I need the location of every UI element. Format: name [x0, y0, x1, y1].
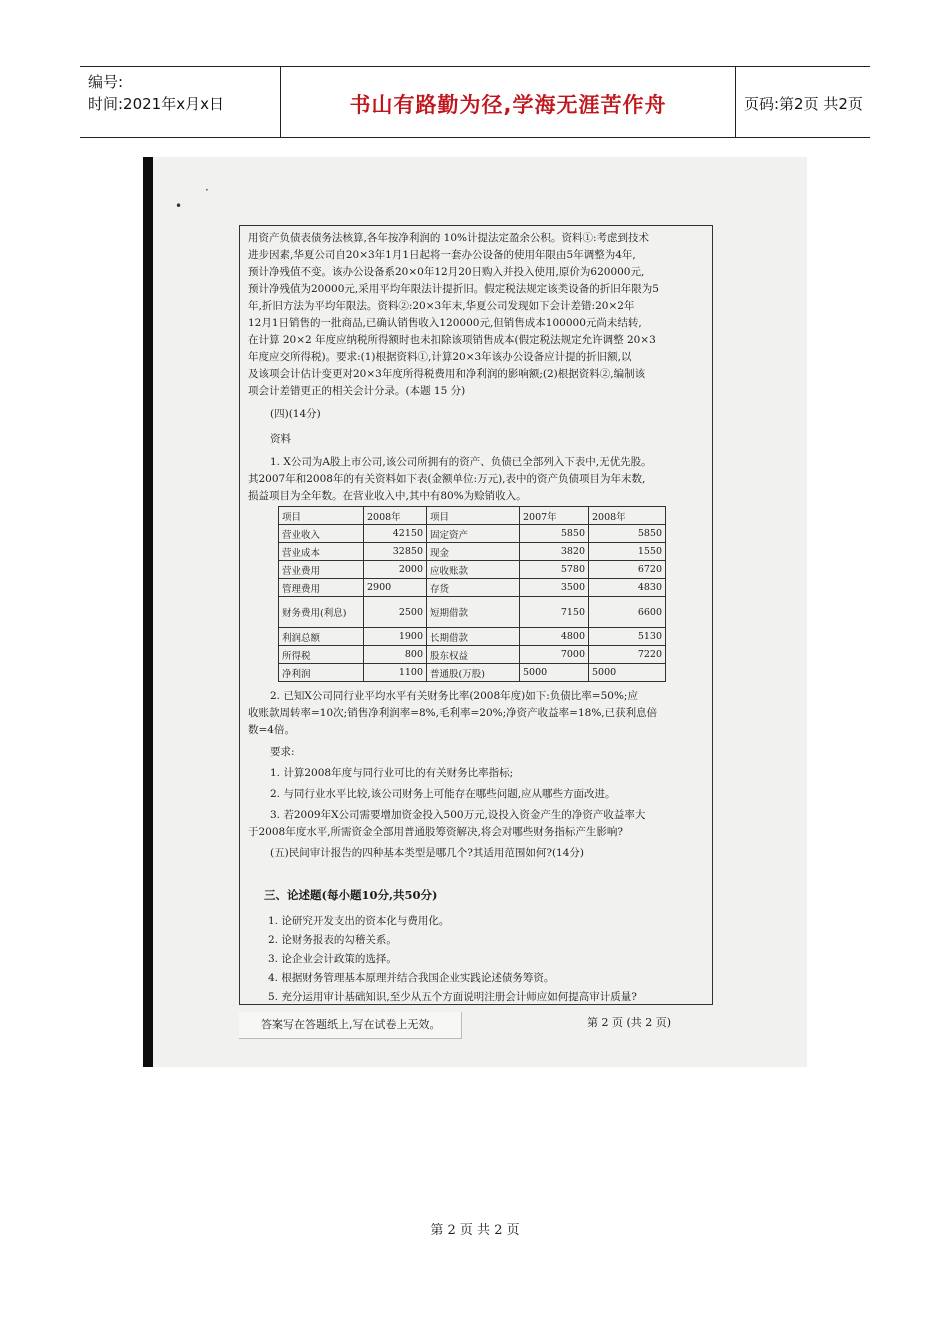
- table-cell: 长期借款: [427, 628, 520, 646]
- page-footer: 第 2 页 共 2 页: [430, 1223, 520, 1238]
- table-cell: 短期借款: [427, 597, 520, 628]
- table-cell: 利润总额: [279, 628, 364, 646]
- table-cell: 财务费用(利息): [279, 597, 364, 628]
- essay-item: 1. 论研究开发支出的资本化与费用化。: [268, 915, 450, 927]
- table-header-cell: 2008年: [364, 507, 427, 525]
- table-cell: 所得税: [279, 646, 364, 664]
- header-info-cell: [80, 67, 281, 137]
- text-line: 及该项会计估计变更对20×3年度所得税费用和净利润的影响额;(2)根据资料②,编制该: [248, 368, 646, 380]
- table-cell: 5850: [589, 525, 666, 543]
- table-cell: 800: [364, 646, 427, 664]
- table-cell: 净利润: [279, 664, 364, 682]
- header-page-cell: [736, 67, 870, 137]
- text-line: 收账款周转率=10次;销售净利润率=8%,毛利率=20%;净资产收益率=18%,已获利息倍: [248, 707, 658, 719]
- table-row: [279, 664, 666, 682]
- table-cell: 7220: [589, 646, 666, 664]
- text-line: 预计净残值为20000元,采用平均年限法计提折旧。假定税法规定该类设备的折旧年限为5: [248, 283, 659, 295]
- date-label: 时间:2021年x月x日: [88, 95, 224, 113]
- table-cell: 股东权益: [427, 646, 520, 664]
- section-heading: (五)民间审计报告的四种基本类型是哪几个?其适用范围如何?(14分): [270, 847, 585, 859]
- table-row: [279, 646, 666, 664]
- essay-item: 4. 根据财务管理基本原理并结合我国企业实践论述债务筹资。: [268, 972, 555, 984]
- document-header: [80, 66, 870, 138]
- table-cell: 42150: [364, 525, 427, 543]
- requirement-item: 2. 与同行业水平比较,该公司财务上可能存在哪些问题,应从哪些方面改进。: [270, 788, 616, 800]
- table-row: [279, 597, 666, 628]
- table-row: [279, 628, 666, 646]
- essay-item: 2. 论财务报表的勾稽关系。: [268, 934, 397, 946]
- text-line: 项会计差错更正的相关会计分录。(本题 15 分): [248, 385, 466, 397]
- header-motto-cell: [281, 67, 736, 137]
- table-cell: 2900: [364, 579, 427, 597]
- table-cell: 5780: [520, 561, 589, 579]
- text-line: 1. X公司为A股上市公司,该公司所拥有的资产、负债已全部列入下表中,无优先股。: [270, 456, 652, 468]
- page-number-label: 页码:第2页 共2页: [744, 95, 863, 113]
- table-row: [279, 525, 666, 543]
- table-cell: 3820: [520, 543, 589, 561]
- answer-note: 答案写在答题纸上,写在试卷上无效。: [261, 1018, 441, 1031]
- motto: 书山有路勤为径,学海无涯苦作舟: [349, 93, 667, 117]
- materials-label: 资料: [270, 433, 291, 445]
- table-header-row: [279, 507, 666, 525]
- table-cell: 2000: [364, 561, 427, 579]
- essay-item: 5. 充分运用审计基础知识,至少从五个方面说明注册会计师应如何提高审计质量?: [268, 991, 637, 1003]
- scan-dark-edge: [143, 157, 153, 1067]
- table-cell: 应收账款: [427, 561, 520, 579]
- table-cell: 5000: [589, 664, 666, 682]
- table-cell: 7150: [520, 597, 589, 628]
- part-title: 三、论述题(每小题10分,共50分): [264, 888, 438, 902]
- text-line: 年度应交所得税)。要求:(1)根据资料①,计算20×3年该办公设备应计提的折旧额,以: [248, 351, 632, 363]
- text-line: 预计净残值不变。该办公设备系20×0年12月20日购入并投入使用,原价为620000元,: [248, 266, 645, 278]
- requirement-item: 于2008年度水平,所需资金全部用普通股筹资解决,将会对哪些财务指标产生影响?: [248, 826, 624, 838]
- scan-speck: •: [175, 199, 183, 213]
- serial-number-label: 编号:: [88, 73, 124, 91]
- exam-frame: [239, 225, 713, 1005]
- table-cell: 营业费用: [279, 561, 364, 579]
- table-cell: 1100: [364, 664, 427, 682]
- scanned-exam-image: [143, 157, 807, 1067]
- text-line: 在计算 20×2 年度应纳税所得额时也未扣除该项销售成本(假定税法规定允许调整 20×3: [248, 334, 656, 346]
- table-cell: 现金: [427, 543, 520, 561]
- text-line: 进步因素,华夏公司自20×3年1月1日起将一套办公设备的使用年限由5年调整为4年,: [248, 249, 636, 261]
- table-header-cell: 2008年: [589, 507, 666, 525]
- table-cell: 固定资产: [427, 525, 520, 543]
- table-cell: 32850: [364, 543, 427, 561]
- text-line: 2. 已知X公司同行业平均水平有关财务比率(2008年度)如下:负债比率=50%;应: [270, 690, 638, 702]
- text-line: 用资产负债表债务法核算,各年按净利润的 10%计提法定盈余公积。资料①:考虑到技术: [248, 232, 650, 244]
- text-line: 损益项目为全年数。在营业收入中,其中有80%为赊销收入。: [248, 490, 527, 502]
- table-cell: 1550: [589, 543, 666, 561]
- table-cell: 3500: [520, 579, 589, 597]
- requirements-label: 要求:: [270, 746, 295, 758]
- table-cell: 4830: [589, 579, 666, 597]
- table-row: [279, 579, 666, 597]
- table-cell: 营业成本: [279, 543, 364, 561]
- table-cell: 管理费用: [279, 579, 364, 597]
- table-cell: 5850: [520, 525, 589, 543]
- text-line: 其2007年和2008年的有关资料如下表(金额单位:万元),表中的资产负债项目为年末数,: [248, 473, 646, 485]
- financial-table: [278, 506, 666, 682]
- table-cell: 5000: [520, 664, 589, 682]
- table-cell: 2500: [364, 597, 427, 628]
- table-cell: 存货: [427, 579, 520, 597]
- text-line: 12月1日销售的一批商品,已确认销售收入120000元,但销售成本100000元尚未结转,: [248, 317, 642, 329]
- scan-speck: ·: [205, 183, 209, 197]
- table-cell: 普通股(万股): [427, 664, 520, 682]
- table-cell: 营业收入: [279, 525, 364, 543]
- scan-page-number: 第 2 页 (共 2 页): [587, 1016, 672, 1029]
- table-cell: 6720: [589, 561, 666, 579]
- text-line: 年,折旧方法为平均年限法。资料②:20×3年末,华夏公司发现如下会计差错:20×2年: [248, 300, 635, 312]
- table-cell: 7000: [520, 646, 589, 664]
- section-heading: (四)(14分): [270, 408, 321, 420]
- requirement-item: 3. 若2009年X公司需要增加资金投入500万元,设投入资金产生的净资产收益率大: [270, 809, 646, 821]
- essay-item: 3. 论企业会计政策的选择。: [268, 953, 397, 965]
- table-row: [279, 561, 666, 579]
- table-cell: 5130: [589, 628, 666, 646]
- text-line: 数=4倍。: [248, 724, 295, 736]
- table-header-cell: 项目: [427, 507, 520, 525]
- requirement-item: 1. 计算2008年度与同行业可比的有关财务比率指标;: [270, 767, 514, 779]
- table-cell: 4800: [520, 628, 589, 646]
- table-cell: 6600: [589, 597, 666, 628]
- table-row: [279, 543, 666, 561]
- table-header-cell: 项目: [279, 507, 364, 525]
- table-header-cell: 2007年: [520, 507, 589, 525]
- table-cell: 1900: [364, 628, 427, 646]
